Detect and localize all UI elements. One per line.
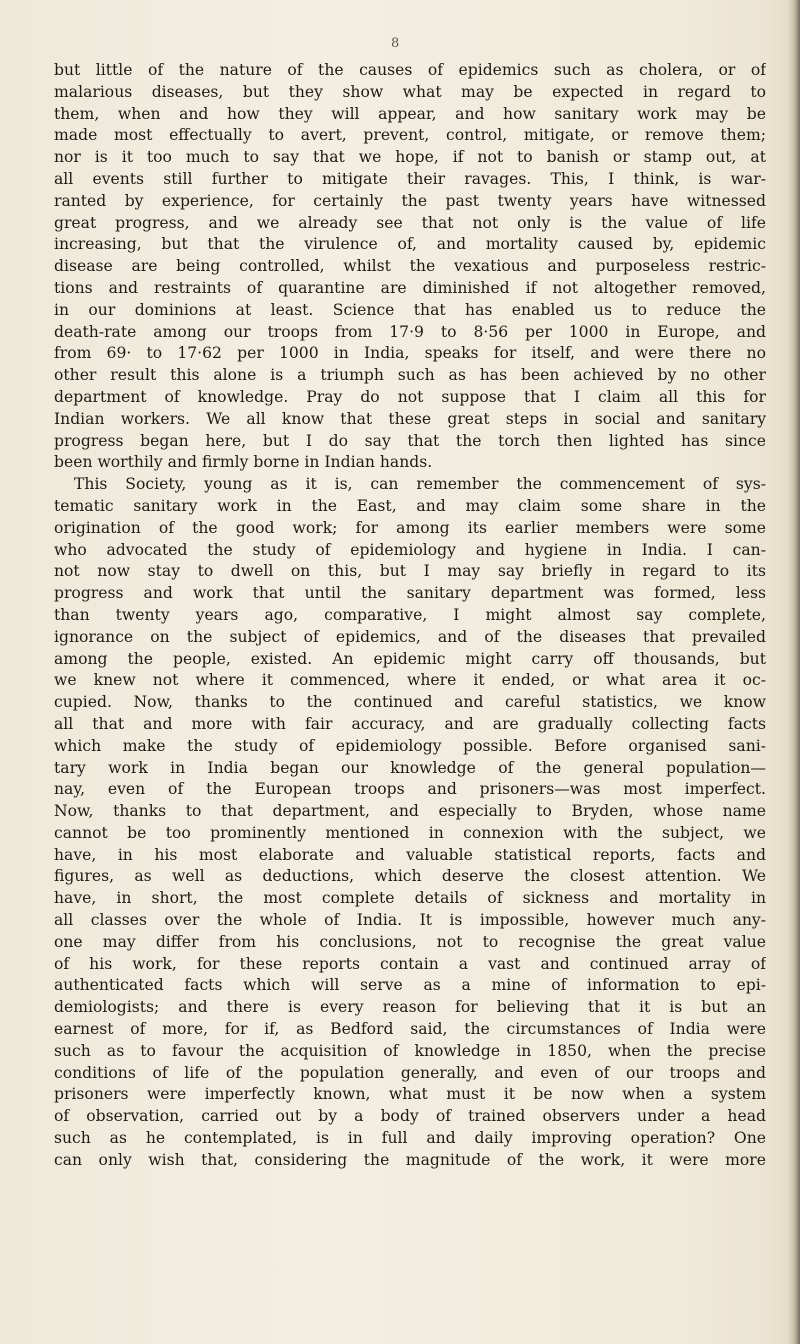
text-line: from 69· to 17·62 per 1000 in India, speaks for itself, and were there no bbox=[54, 344, 766, 363]
text-line: other result this alone is a triumph such as has been achieved by no other bbox=[54, 366, 766, 385]
text-line: progress began here, but I do say that the torch then lighted has since bbox=[54, 431, 766, 450]
text-line: but little of the nature of the causes of epidemics such as cholera, or of bbox=[54, 61, 766, 79]
text-line: among the people, existed. An epidemic might carry off thousands, but bbox=[54, 649, 766, 668]
text-line: ranted by experience, for certainly the past twenty years have witnessed bbox=[54, 191, 766, 210]
text-line: great progress, and we already see that not only is the value of life bbox=[54, 213, 766, 232]
text-line: tions and restraints of quarantine are diminished if not altogether removed, bbox=[54, 278, 766, 297]
text-line: ignorance on the subject of epidemics, and of the diseases that prevailed bbox=[54, 627, 766, 646]
page-binding-shadow bbox=[788, 0, 800, 1344]
text-line: death-rate among our troops from 17·9 to 8·56 per 1000 in Europe, and bbox=[54, 322, 766, 341]
text-line: figures, as well as deductions, which deserve the closest attention. We bbox=[54, 867, 766, 886]
text-line: have, in his most elaborate and valuable statistical reports, facts and bbox=[54, 845, 766, 864]
text-line: disease are being controlled, whilst the vexatious and purposeless restric- bbox=[54, 257, 766, 276]
text-line: cannot be too prominently mentioned in connexion with the subject, we bbox=[54, 823, 766, 842]
text-line: such as to favour the acquisition of knowledge in 1850, when the precise bbox=[54, 1041, 766, 1060]
text-line: made most effectually to avert, prevent, control, mitigate, or remove them; bbox=[54, 126, 766, 145]
text-line: Indian workers. We all know that these great steps in social and sanitary bbox=[54, 409, 766, 428]
text-line: prisoners were imperfectly known, what must it be now when a system bbox=[54, 1085, 766, 1104]
text-line: we knew not where it commenced, where it ended, or what area it oc- bbox=[54, 671, 766, 690]
text-line: of his work, for these reports contain a vast and continued array of bbox=[54, 954, 766, 973]
text-line: have, in short, the most complete details of sickness and mortality in bbox=[54, 889, 766, 908]
text-line: in our dominions at least. Science that has enabled us to reduce the bbox=[54, 300, 766, 319]
text-line: Now, thanks to that department, and especially to Bryden, whose name bbox=[54, 802, 766, 821]
text-line: tematic sanitary work in the East, and may claim some share in the bbox=[54, 496, 766, 515]
text-line: all classes over the whole of India. It is impossible, however much any- bbox=[54, 911, 766, 930]
text-line: all events still further to mitigate their ravages. This, I think, is war- bbox=[54, 169, 766, 188]
text-line: can only wish that, considering the magnitude of the work, it were more bbox=[54, 1150, 766, 1169]
text-line: tary work in India began our knowledge of the general population— bbox=[54, 758, 766, 777]
text-line: authenticated facts which will serve as a mine of information to epi- bbox=[54, 976, 766, 995]
text-line-paragraph-end: been worthily and firmly borne in Indian hands. bbox=[54, 453, 433, 472]
page-number: 8 bbox=[391, 36, 400, 51]
text-line: nor is it too much to say that we hope, if not to banish or stamp out, at bbox=[54, 148, 766, 167]
text-line: department of knowledge. Pray do not suppose that I claim all this for bbox=[54, 387, 766, 406]
text-line: than twenty years ago, comparative, I might almost say complete, bbox=[54, 605, 766, 624]
text-line: conditions of life of the population generally, and even of our troops and bbox=[54, 1063, 766, 1082]
text-line: all that and more with fair accuracy, and are gradually collecting facts bbox=[54, 714, 766, 733]
body-text bbox=[54, 60, 766, 1172]
text-line: of observation, carried out by a body of trained observers under a head bbox=[54, 1107, 766, 1126]
text-line-paragraph-start: This Society, young as it is, can remember the commencement of sys- bbox=[74, 475, 766, 494]
text-line: not now stay to dwell on this, but I may say briefly in regard to its bbox=[54, 562, 766, 581]
text-line: nay, even of the European troops and prisoners—was most imperfect. bbox=[54, 780, 766, 799]
text-line: cupied. Now, thanks to the continued and careful statistics, we know bbox=[54, 693, 766, 712]
text-line: them, when and how they will appear, and how sanitary work may be bbox=[54, 104, 766, 123]
text-line: who advocated the study of epidemiology and hygiene in India. I can- bbox=[54, 540, 766, 559]
text-line: progress and work that until the sanitary department was formed, less bbox=[54, 584, 766, 603]
text-line: demiologists; and there is every reason for believing that it is but an bbox=[54, 998, 766, 1017]
text-line: earnest of more, for if, as Bedford said, the circumstances of India were bbox=[54, 1020, 766, 1039]
text-line: one may differ from his conclusions, not to recognise the great value bbox=[54, 932, 766, 951]
text-line: increasing, but that the virulence of, and mortality caused by, epidemic bbox=[54, 235, 766, 254]
text-line: such as he contemplated, is in full and daily improving operation? One bbox=[54, 1129, 766, 1148]
text-line: origination of the good work; for among its earlier members were some bbox=[54, 518, 766, 537]
text-line: malarious diseases, but they show what may be expected in regard to bbox=[54, 82, 766, 101]
text-line: which make the study of epidemiology possible. Before organised sani- bbox=[54, 736, 766, 755]
